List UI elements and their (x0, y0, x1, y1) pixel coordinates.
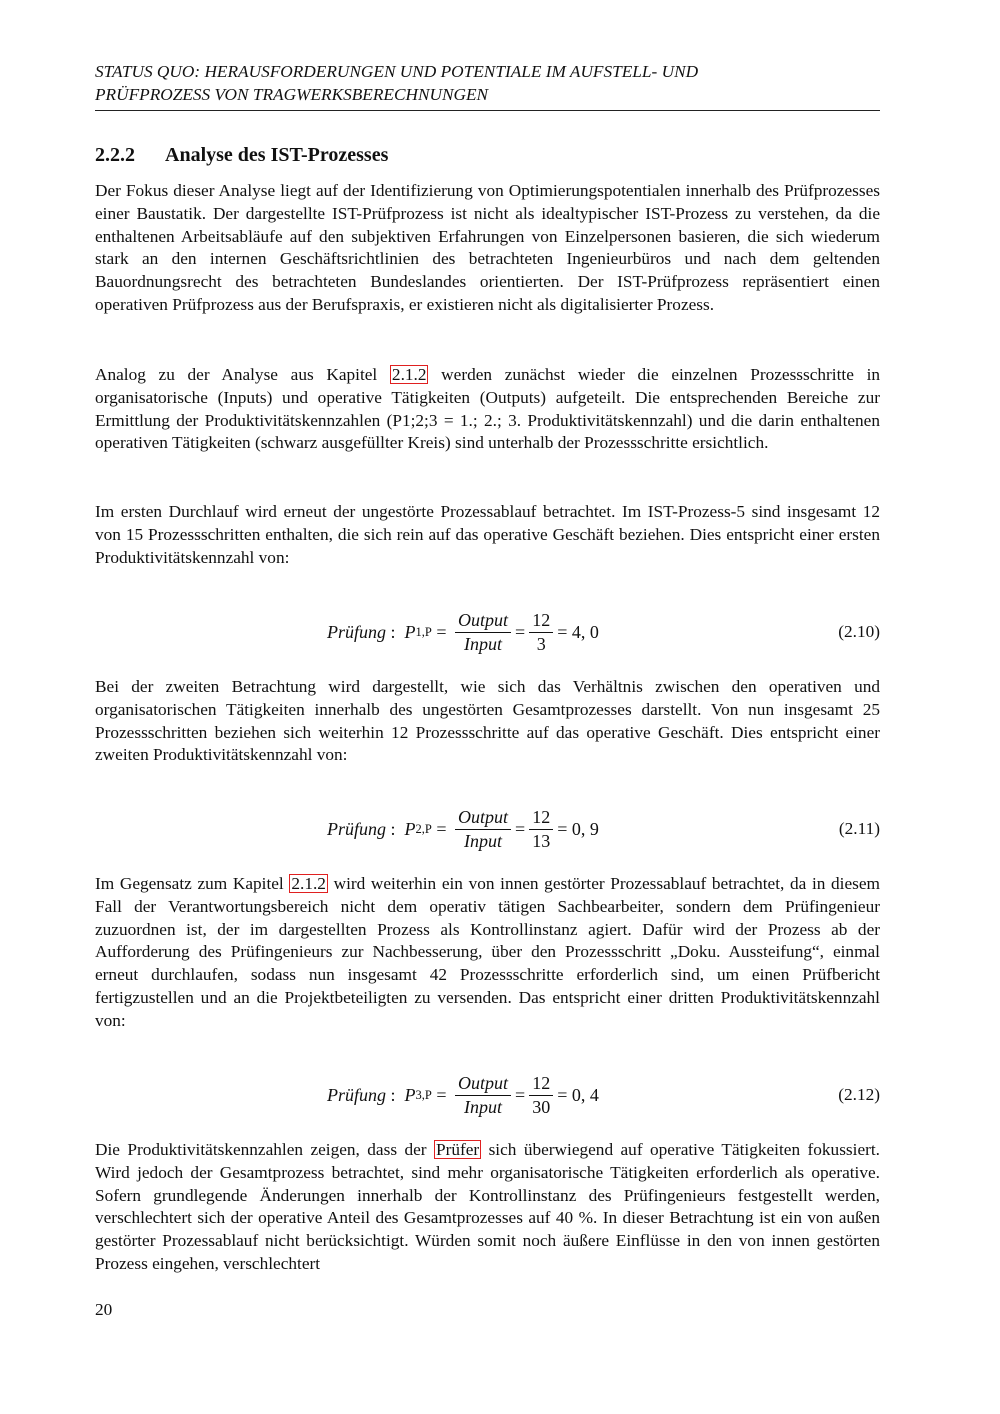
running-header (95, 60, 880, 111)
equation-number: (2.10) (838, 622, 880, 641)
fraction-numerator-value: 12 (529, 1073, 553, 1096)
page-number: 20 (95, 1300, 113, 1319)
equation-subscript: 2,P (415, 821, 432, 836)
equation-result: 4, 0 (571, 621, 599, 642)
equation-symbol: P (404, 1084, 416, 1105)
equation-2-11: Prüfung : P 2,P = $\frac{\text{Output}}{\text{Input}}$ = $\frac{12}{13}$ = 0, 9 (2.11) (327, 806, 880, 851)
ratio-fraction (455, 1073, 511, 1118)
fraction-numerator-word: Output (455, 610, 511, 633)
equation-2-12: Prüfung : P 3,P = $\frac{\text{Output}}{\text{Input}}$ = $\frac{12}{30}$ = 0, 4 (2.12) (327, 1072, 880, 1117)
running-header-line-2: PRÜFPROZESS VON TRAGWERKSBERECHNUNGEN (95, 85, 489, 104)
section-number: 2.2.2 (95, 144, 135, 166)
fraction-denominator-word: Input (464, 633, 503, 654)
paragraph-2-text-b: werden zunächst wieder die einzelnen Prozessschritte in organisatorische (Inputs) und operative Tätigkeiten (Outputs) aufgeteilt. Die entsprechenden Bereiche zur Ermittlung der Produktivitätskennzahlen (P1;2;3 = 1.; 2.; 3. Produktivitätskennzahl) und die darin enthaltenen operativen Tätigkeiten (schwarz ausgefüllter Kreis) sind unterhalb der Prozessschritte ersichtlich. (95, 365, 881, 453)
equation-result: 0, 4 (571, 1084, 599, 1105)
equation-label: Prüfung (327, 1084, 387, 1105)
glossary-link-pruefer[interactable]: Prüfer (435, 1140, 480, 1159)
fraction-numerator-value: 12 (529, 610, 553, 633)
equation-subscript: 1,P (415, 624, 432, 639)
section-title: Analyse des IST-Prozesses (165, 144, 389, 166)
section-heading (95, 142, 388, 168)
equation-label: Prüfung (327, 621, 387, 642)
fraction-denominator-word: Input (464, 830, 503, 851)
paragraph-5-text-b: wird weiterhin ein von innen gestörter Prozessablauf betrachtet, da in diesem Fall der Verantwortungsbereich nicht dem operativ tätigen Sachbearbeiter, sondern dem Prüfingenieur zuzuordnen ist, der im dargestellten Prozess als Kontrollinstanz agiert. Dafür wird der Prozess ab der Aufforderung des Prüfingenieurs zur Nachbesserung, über den Prozessschritt „Doku. Aussteifung“, einmal erneut durchlaufen, sodass nun insgesamt 42 Prozessschritte erforderlich sind, um einen Prüfbericht fertigzustellen und an die Projektbeteiligten zu versenden. Das entspricht einer dritten Produktivitätskennzahl von: (95, 874, 880, 1030)
fraction-denominator-value: 3 (536, 633, 546, 654)
paragraph-6 (95, 1139, 880, 1276)
value-fraction (529, 807, 553, 852)
ratio-fraction (455, 610, 511, 655)
equation-2-10: Prüfung : P 1,P = $\frac{\text{Output}}{\text{Input}}$ = $\frac{12}{3}$ = 4, 0 (2.10) (327, 609, 880, 654)
equation-symbol: P (404, 818, 416, 839)
equation-result: 0, 9 (571, 818, 599, 839)
paragraph-2-text-a: Analog zu der Analyse aus Kapitel (95, 365, 390, 384)
chapter-reference-link[interactable]: 2.1.2 (391, 365, 427, 384)
paragraph-5 (95, 873, 880, 1033)
equation-number: (2.12) (838, 1085, 880, 1104)
paragraph-3: Im ersten Durchlauf wird erneut der ungestörte Prozessablauf betrachtet. Im IST-Prozess-5 sind insgesamt 12 von 15 Prozessschritten enthalten, die sich rein auf das operative Geschäft beziehen. Dies entspricht einer ersten Produktivitätskennzahl von: (95, 502, 880, 567)
equation-subscript: 3,P (415, 1087, 432, 1102)
paragraph-5-text-a: Im Gegensatz zum Kapitel (95, 874, 290, 893)
equation-symbol: P (404, 621, 416, 642)
fraction-denominator-value: 30 (532, 1096, 551, 1117)
fraction-denominator-value: 13 (532, 830, 551, 851)
fraction-numerator-value: 12 (529, 807, 553, 830)
value-fraction (529, 610, 553, 655)
fraction-numerator-word: Output (455, 807, 511, 830)
paragraph-6-text-a: Die Produktivitätskennzahlen zeigen, dass der (95, 1140, 434, 1159)
running-header-line-1: STATUS QUO: HERAUSFORDERUNGEN UND POTENTIALE IM AUFSTELL- UND (95, 62, 699, 81)
value-fraction (529, 1073, 553, 1118)
equation-number: (2.11) (838, 819, 880, 838)
paragraph-4: Bei der zweiten Betrachtung wird dargestellt, wie sich das Verhältnis zwischen den operativen und organisatorischen Tätigkeiten innerhalb des ungestörten Gesamtprozesses darstellt. Von nun insgesamt 25 Prozessschritten beziehen sich weiterhin 12 Prozessschritte auf das operative Geschäft. Dies entspricht einer zweiten Produktivitätskennzahl von: (95, 677, 880, 765)
paragraph-6-text-b: sich überwiegend auf operative Tätigkeiten fokussiert. Wird jedoch der Gesamtprozess betrachtet, sind mehr organisatorische Tätigkeiten erforderlich als operative. Sofern grundlegende Änderungen innerhalb der Kontrollinstanz des Prüfingenieurs festgestellt werden, verschlechtert sich der operative Anteil des Gesamtprozesses auf 40 %. In dieser Betrachtung ist ein von außen gestörter Prozessablauf nicht berücksichtigt. Würden somit noch äußere Einflüsse in den von innen gestörten Prozess eingehen, verschlechtert (95, 1140, 880, 1273)
chapter-reference-link[interactable]: 2.1.2 (291, 874, 326, 893)
fraction-numerator-word: Output (455, 1073, 511, 1096)
paragraph-1: Der Fokus dieser Analyse liegt auf der Identifizierung von Optimierungspotentialen innerhalb des Prüfprozesses einer Baustatik. Der dargestellte IST-Prüfprozess ist nicht als idealtypischer IST-Prozess zu verstehen, da die enthaltenen Arbeitsabläufe auf den subjektiven Erfahrungen von Einzelpersonen basieren, die sich wiederum stark an den internen Geschäftsrichtlinien des betrachteten Ingenieurbüros und nach dem geltenden Bauordnungsrecht des betrachteten Bundeslandes orientierten. Der IST-Prüfprozess repräsentiert einen operativen Prüfprozess aus der Berufspraxis, er existieren nicht als digitalisierter Prozess. (95, 181, 880, 314)
ratio-fraction (455, 807, 511, 852)
fraction-denominator-word: Input (464, 1096, 503, 1117)
paragraph-2 (95, 364, 880, 455)
equation-label: Prüfung (327, 818, 387, 839)
